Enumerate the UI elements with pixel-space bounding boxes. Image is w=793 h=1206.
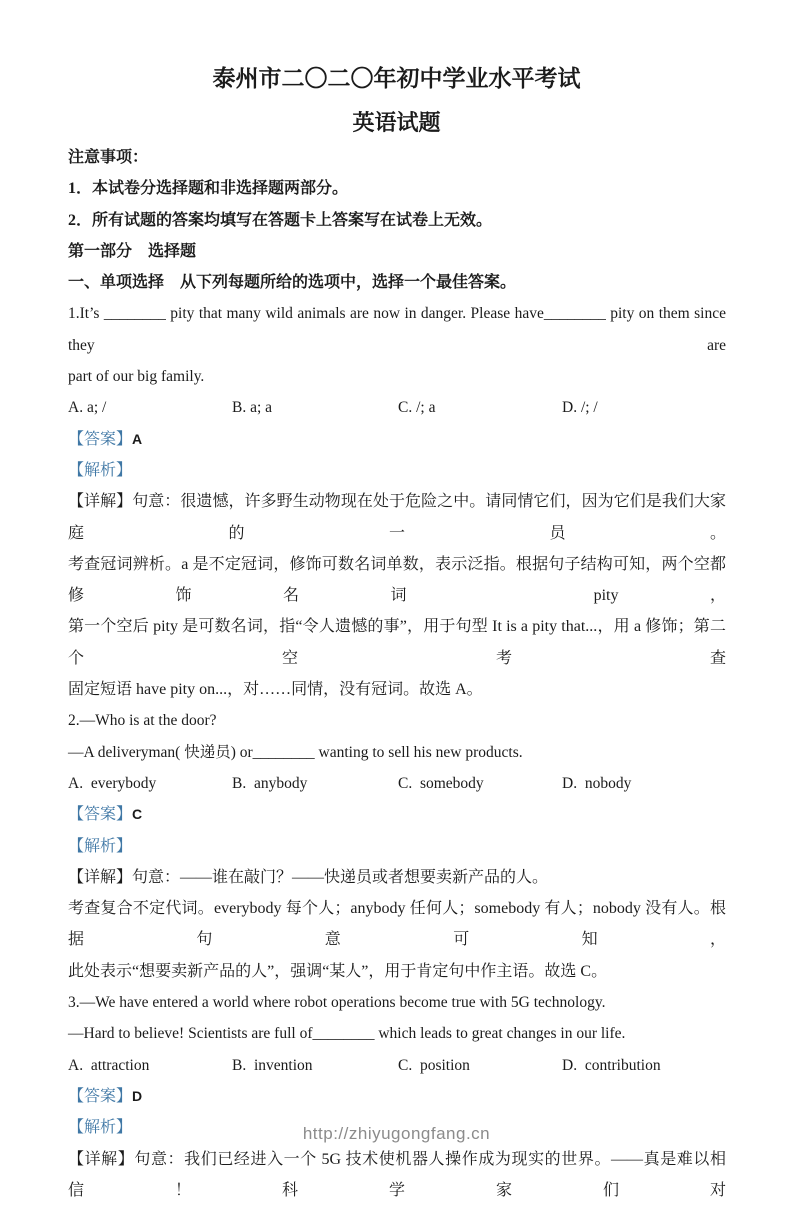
notice-item-1: 1．本试卷分选择题和非选择题两部分。 [68, 173, 726, 204]
question-2-stem-line-2: —A deliveryman( 快递员) or________ wanting to sell his new products. [68, 737, 726, 768]
notice-item-2: 2．所有试题的答案均填写在答题卡上答案写在试卷上无效。 [68, 205, 726, 236]
analysis-marker: 【解析】 [68, 1119, 132, 1136]
answer-marker: 【答案】 [68, 1088, 132, 1105]
document-body [68, 142, 726, 1206]
question-1-answer-letter: A [132, 431, 142, 447]
question-3-options-row [68, 1050, 726, 1081]
exam-document-page [0, 64, 793, 1186]
question-1-analysis-line-3: 第一个空后 pity 是可数名词，指“令人遗憾的事”，用于句型 It is a pity that...，用 a 修饰；第二个空考查 [68, 611, 726, 674]
page-title: 泰州市二〇二〇年初中学业水平考试 [0, 64, 793, 94]
question-2-analysis-line-1: 【详解】句意：——谁在敲门？——快递员或者想要卖新产品的人。 [68, 862, 726, 893]
analysis-marker: 【解析】 [68, 462, 132, 479]
question-3-stem-line-1: 3.—We have entered a world where robot operations become true with 5G technology. [68, 987, 726, 1018]
question-1-stem-line-1: 1.It’s ________ pity that many wild animals are now in danger. Please have________ pity on them since they are [68, 298, 726, 361]
question-3-option-c: C. position [398, 1050, 562, 1081]
question-1-analysis-line-1: 【详解】句意：很遗憾，许多野生动物现在处于危险之中。请同情它们，因为它们是我们大家庭的一员。 [68, 486, 726, 549]
question-3-analysis-line-1: 【详解】句意：我们已经进入一个 5G 技术使机器人操作成为现实的世界。——真是难以相信！科学家们对 [68, 1144, 726, 1206]
question-2-stem-line-1: 2.—Who is at the door? [68, 705, 726, 736]
question-3-option-d: D. contribution [562, 1050, 726, 1081]
question-1-option-d: D. /; / [562, 392, 726, 423]
answer-marker: 【答案】 [68, 806, 132, 823]
question-2-answer-letter: C [132, 806, 142, 822]
question-1-stem-line-2: part of our big family. [68, 361, 726, 392]
question-3-answer-letter: D [132, 1088, 142, 1104]
question-1-option-c: C. /; a [398, 392, 562, 423]
answer-marker: 【答案】 [68, 431, 132, 448]
question-1-options-row [68, 392, 726, 423]
part-heading: 第一部分 选择题 [68, 236, 726, 267]
question-3-stem-line-2: —Hard to believe! Scientists are full of________ which leads to great changes in our life. [68, 1018, 726, 1049]
question-1-analysis-line-2: 考查冠词辨析。a 是不定冠词，修饰可数名词单数，表示泛指。根据句子结构可知，两个空都修饰名词 pity， [68, 549, 726, 612]
question-2-analysis-line-3: 此处表示“想要卖新产品的人”，强调“某人”，用于肯定句中作主语。故选 C。 [68, 956, 726, 987]
question-3-answer-row [68, 1081, 726, 1112]
question-1-answer-row [68, 424, 726, 455]
question-1-option-b: B. a; a [232, 392, 398, 423]
question-2-answer-row [68, 799, 726, 830]
question-2-analysis-row [68, 831, 726, 862]
question-1-option-a: A. a; / [68, 392, 232, 423]
analysis-marker: 【解析】 [68, 838, 132, 855]
question-2-option-a: A. everybody [68, 768, 232, 799]
question-2-option-c: C. somebody [398, 768, 562, 799]
notice-heading: 注意事项： [68, 142, 726, 173]
section-heading: 一、单项选择 从下列每题所给的选项中，选择一个最佳答案。 [68, 267, 726, 298]
question-2-option-b: B. anybody [232, 768, 398, 799]
page-subtitle: 英语试题 [0, 108, 793, 138]
question-2-options-row [68, 768, 726, 799]
question-2-analysis-line-2: 考查复合不定代词。everybody 每个人；anybody 任何人；somebody 有人；nobody 没有人。根据句意可知， [68, 893, 726, 956]
question-3-option-b: B. invention [232, 1050, 398, 1081]
question-2-option-d: D. nobody [562, 768, 726, 799]
watermark-url: http://zhiyugongfang.cn [0, 1124, 793, 1144]
question-1-analysis-line-4: 固定短语 have pity on...，对……同情，没有冠词。故选 A。 [68, 674, 726, 705]
question-1-analysis-row [68, 455, 726, 486]
question-3-option-a: A. attraction [68, 1050, 232, 1081]
